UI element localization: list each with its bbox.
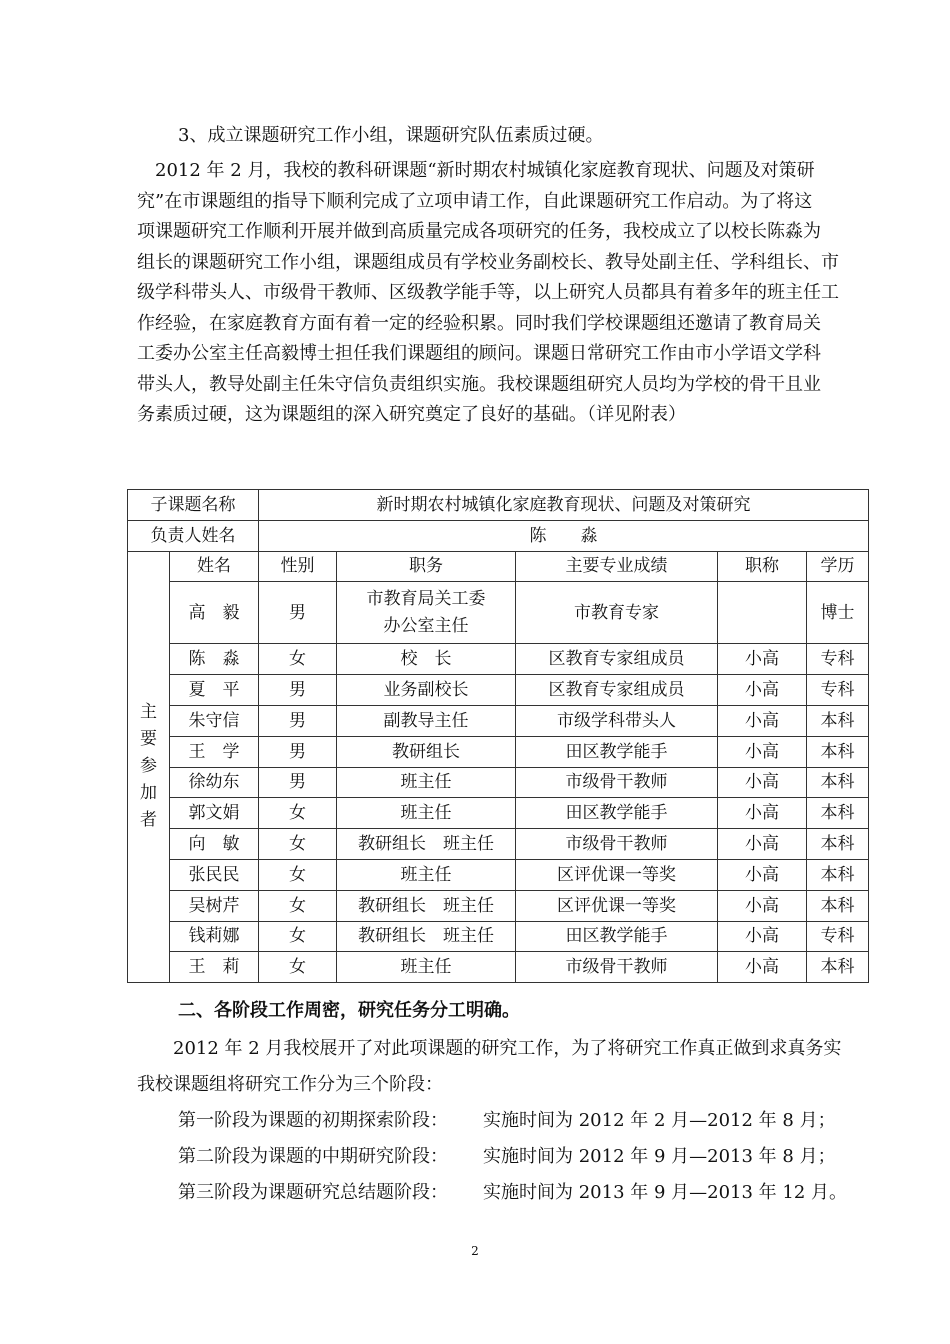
cell-title: 小高 [718, 644, 807, 675]
stage-time: 实施时间为 2012 年 9 月—2013 年 8 月； [483, 1146, 836, 1167]
cell-education: 专科 [807, 644, 869, 675]
cell-name: 高 毅 [170, 582, 259, 644]
column-header: 职称 [718, 551, 807, 582]
cell-title: 小高 [718, 705, 807, 736]
cell-education: 本科 [807, 767, 869, 798]
table-row [128, 798, 869, 829]
cell-education: 博士 [807, 582, 869, 644]
stage-line [178, 1178, 847, 1208]
cell-title: 小高 [718, 859, 807, 890]
stage-time: 实施时间为 2013 年 9 月—2013 年 12 月。 [483, 1182, 848, 1203]
cell-achievement: 田区教学能手 [516, 798, 718, 829]
cell-achievement: 区评优课一等奖 [516, 890, 718, 921]
paragraph-line: 工委办公室主任高毅博士担任我们课题组的顾问。课题日常研究工作由市小学语文学科 [137, 343, 821, 364]
table-row [128, 736, 869, 767]
paragraph-line: 带头人，教导处副主任朱守信负责组织实施。我校课题组研究人员均为学校的骨干且业 [137, 373, 821, 395]
cell-gender: 女 [259, 859, 337, 890]
page-number: 2 [471, 1244, 479, 1258]
leader-label: 负责人姓名 [128, 520, 259, 551]
table-header-row [128, 551, 869, 582]
cell-position: 班主任 [337, 798, 516, 829]
cell-gender: 女 [259, 798, 337, 829]
cell-name: 王 莉 [170, 952, 259, 983]
section2-paragraph [137, 1031, 897, 1103]
table-row [128, 952, 869, 983]
paragraph-line: 我校课题组将研究工作分为三个阶段： [137, 1074, 443, 1095]
cell-position: 教研组长 班主任 [337, 921, 516, 952]
column-header: 职务 [337, 551, 516, 582]
paragraph-line: 项课题研究工作顺利开展并做到高质量完成各项研究的任务，我校成立了以校长陈淼为 [137, 221, 821, 242]
cell-education: 本科 [807, 705, 869, 736]
position-text: 市教育局关工委办公室主任 [366, 588, 486, 636]
table-row [128, 890, 869, 921]
research-team-table [127, 489, 869, 983]
table-row-leader [128, 520, 869, 551]
cell-position: 副教导主任 [337, 705, 516, 736]
cell-gender: 男 [259, 767, 337, 798]
paragraph-line: 务素质过硬，这为课题组的深入研究奠定了良好的基础。（详见附表） [137, 404, 686, 425]
column-header: 性别 [259, 551, 337, 582]
cell-position [337, 582, 516, 644]
cell-achievement: 市级骨干教师 [516, 767, 718, 798]
cell-name: 吴树芹 [170, 890, 259, 921]
cell-title: 小高 [718, 675, 807, 706]
table-row [128, 829, 869, 860]
paragraph-line: 组长的课题研究工作小组，课题组成员有学校业务副校长、教导处副主任、学科组长、市 [137, 251, 839, 273]
cell-education: 本科 [807, 952, 869, 983]
subtopic-value: 新时期农村城镇化家庭教育现状、问题及对策研究 [259, 490, 869, 521]
table-row [128, 859, 869, 890]
cell-title [718, 582, 807, 644]
cell-gender: 男 [259, 675, 337, 706]
stage-label: 第一阶段为课题的初期探索阶段： [178, 1110, 448, 1131]
cell-achievement: 市教育专家 [516, 582, 718, 644]
cell-position: 班主任 [337, 859, 516, 890]
cell-gender: 男 [259, 736, 337, 767]
table-row [128, 644, 869, 675]
cell-name: 朱守信 [170, 705, 259, 736]
cell-achievement: 区评优课一等奖 [516, 859, 718, 890]
cell-title: 小高 [718, 767, 807, 798]
cell-education: 专科 [807, 675, 869, 706]
cell-gender: 女 [259, 829, 337, 860]
cell-position: 教研组长 班主任 [337, 829, 516, 860]
column-header: 姓名 [170, 551, 259, 582]
cell-gender: 男 [259, 582, 337, 644]
cell-title: 小高 [718, 952, 807, 983]
table-row-subtopic [128, 490, 869, 521]
group-label-cell [128, 551, 170, 983]
cell-position: 班主任 [337, 767, 516, 798]
cell-position: 业务副校长 [337, 675, 516, 706]
cell-position: 班主任 [337, 952, 516, 983]
cell-gender: 男 [259, 705, 337, 736]
cell-achievement: 市级骨干教师 [516, 952, 718, 983]
table-row [128, 705, 869, 736]
cell-gender: 女 [259, 890, 337, 921]
cell-gender: 女 [259, 644, 337, 675]
table-row [128, 767, 869, 798]
stage-label: 第二阶段为课题的中期研究阶段： [178, 1146, 448, 1167]
section-heading-3: 3、成立课题研究工作小组，课题研究队伍素质过硬。 [178, 125, 604, 146]
column-header: 主要专业成绩 [516, 551, 718, 582]
paragraph-line: 究”在市课题组的指导下顺利完成了立项申请工作，自此课题研究工作启动。为了将这 [137, 190, 813, 212]
stage-line [178, 1142, 836, 1172]
cell-name: 钱莉娜 [170, 921, 259, 952]
paragraph-line: 2012 年 2 月，我校的教科研课题“新时期农村城镇化家庭教育现状、问题及对策研 [137, 160, 815, 181]
cell-title: 小高 [718, 921, 807, 952]
table-row [128, 921, 869, 952]
cell-position: 教研组长 班主任 [337, 890, 516, 921]
column-header: 学历 [807, 551, 869, 582]
cell-name: 向 敏 [170, 829, 259, 860]
cell-education: 本科 [807, 798, 869, 829]
group-label: 主要参加者 [140, 702, 157, 831]
paragraph-line: 2012 年 2 月我校展开了对此项课题的研究工作，为了将研究工作真正做到求真务实 [137, 1038, 842, 1059]
cell-name: 夏 平 [170, 675, 259, 706]
table-row [128, 675, 869, 706]
table-row [128, 582, 869, 644]
cell-education: 本科 [807, 736, 869, 767]
cell-name: 郭文娟 [170, 798, 259, 829]
stage-line [178, 1106, 836, 1136]
cell-achievement: 市级学科带头人 [516, 705, 718, 736]
cell-achievement: 市级骨干教师 [516, 829, 718, 860]
stage-label: 第三阶段为课题研究总结题阶段： [178, 1182, 448, 1203]
cell-name: 陈 淼 [170, 644, 259, 675]
cell-title: 小高 [718, 829, 807, 860]
cell-achievement: 区教育专家组成员 [516, 675, 718, 706]
cell-achievement: 田区教学能手 [516, 921, 718, 952]
cell-gender: 女 [259, 921, 337, 952]
cell-achievement: 田区教学能手 [516, 736, 718, 767]
cell-title: 小高 [718, 798, 807, 829]
paragraph-line: 级学科带头人、市级骨干教师、区级教学能手等，以上研究人员都具有着多年的班主任工 [137, 282, 839, 303]
cell-name: 王 学 [170, 736, 259, 767]
subtopic-label: 子课题名称 [128, 490, 259, 521]
stage-time: 实施时间为 2012 年 2 月—2012 年 8 月； [483, 1110, 836, 1131]
cell-position: 教研组长 [337, 736, 516, 767]
cell-gender: 女 [259, 952, 337, 983]
cell-education: 专科 [807, 921, 869, 952]
cell-position: 校 长 [337, 644, 516, 675]
cell-education: 本科 [807, 890, 869, 921]
cell-education: 本科 [807, 829, 869, 860]
section-heading-2: 二、各阶段工作周密，研究任务分工明确。 [178, 1000, 520, 1021]
cell-name: 徐幼东 [170, 767, 259, 798]
cell-title: 小高 [718, 736, 807, 767]
cell-achievement: 区教育专家组成员 [516, 644, 718, 675]
cell-title: 小高 [718, 890, 807, 921]
cell-education: 本科 [807, 859, 869, 890]
section1-paragraph [137, 156, 863, 431]
paragraph-line: 作经验，在家庭教育方面有着一定的经验积累。同时我们学校课题组还邀请了教育局关 [137, 312, 821, 334]
leader-value: 陈 淼 [259, 520, 869, 551]
cell-name: 张民民 [170, 859, 259, 890]
